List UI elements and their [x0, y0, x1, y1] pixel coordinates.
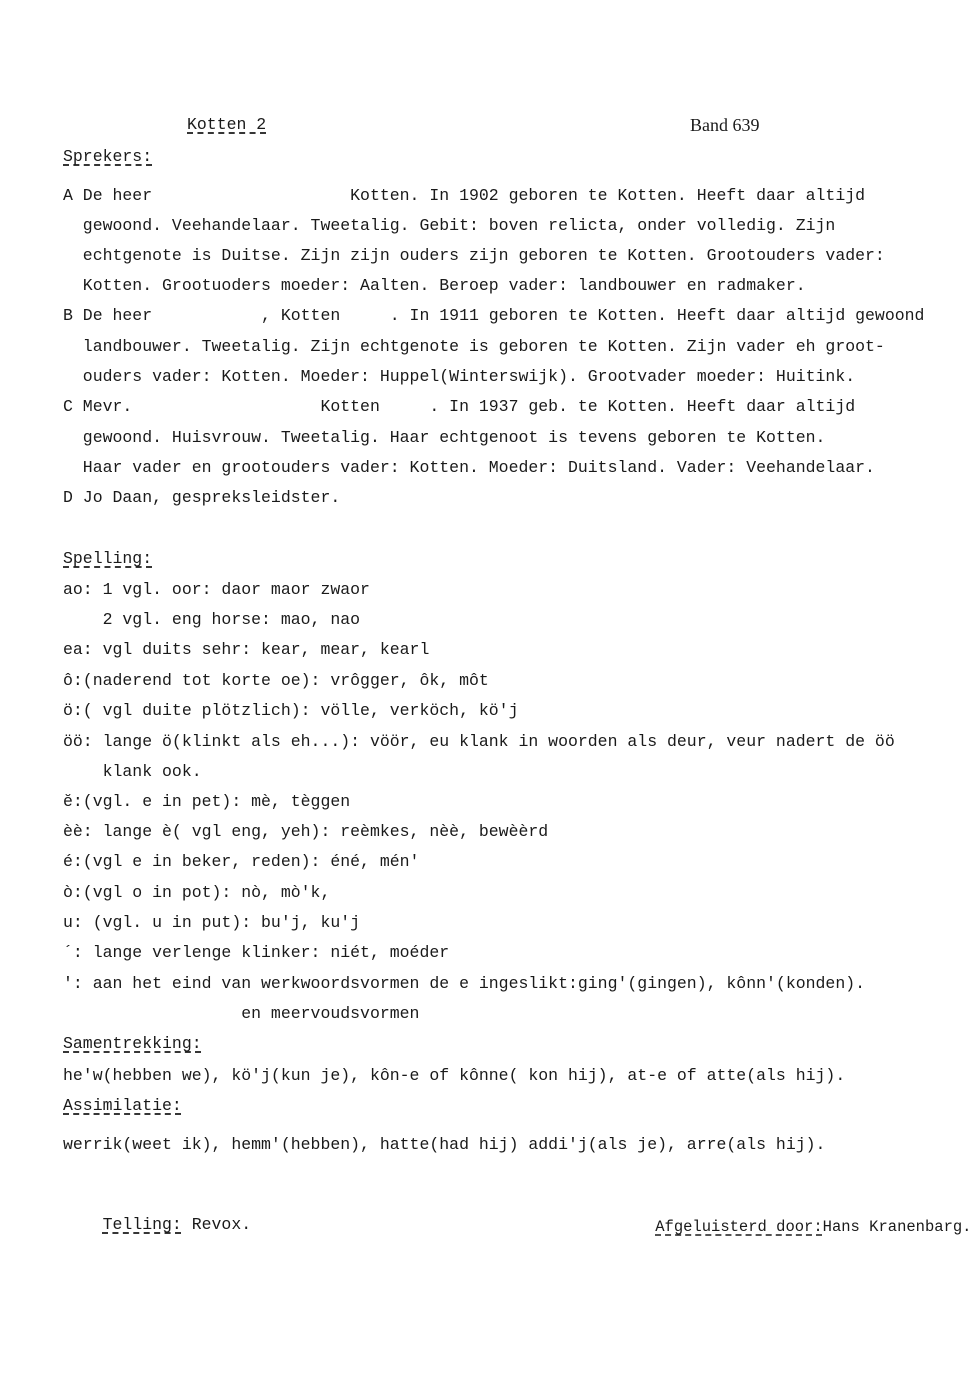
speaker-line: landbouwer. Tweetalig. Zijn echtgenote is geboren te Kotten. Zijn vader eh groot-	[63, 337, 885, 356]
speaker-line: echtgenote is Duitse. Zijn zijn ouders zijn geboren te Kotten. Grootouders vader:	[63, 246, 885, 265]
speaker-line: ouders vader: Kotten. Moeder: Huppel(Winterswijk). Grootvader moeder: Huitink.	[63, 367, 856, 386]
spelling-line: èè: lange è( vgl eng, yeh): reèmkes, nèè, bewèèrd	[63, 822, 549, 841]
spelling-line: en meervoudsvormen	[63, 1004, 420, 1023]
telling-value: Revox.	[181, 1215, 252, 1234]
samentrekking-heading: Samentrekking:	[63, 1034, 202, 1053]
document-title: Kotten 2	[187, 115, 267, 134]
afgeluisterd-line	[618, 1197, 971, 1257]
afgeluisterd-value: Hans Kranenbarg.	[822, 1218, 972, 1236]
speaker-line: A De heer Kotten. In 1902 geboren te Kotten. Heeft daar altijd	[63, 186, 866, 205]
spelling-line: ô:(naderend tot korte oe): vrôgger, ôk, môt	[63, 671, 489, 690]
spelling-line: klank ook.	[63, 762, 202, 781]
spelling-line: ´: lange verlenge klinker: niét, moéder	[63, 943, 450, 962]
spelling-line: ö:( vgl duite plötzlich): völle, verköch, kö'j	[63, 701, 519, 720]
band-number: Band 639	[690, 115, 760, 135]
spelling-line: ': aan het eind van werkwoordsvormen de e ingeslikt:ging'(gingen), kônn'(konden).	[63, 974, 866, 993]
assimilatie-heading: Assimilatie:	[63, 1096, 182, 1115]
spelling-heading: Spelling:	[63, 549, 153, 568]
speaker-line: Kotten. Grootuoders moeder: Aalten. Beroep vader: landbouwer en radmaker.	[63, 276, 806, 295]
speaker-line: B De heer , Kotten . In 1911 geboren te Kotten. Heeft daar altijd gewoond	[63, 306, 925, 325]
sprekers-heading: Sprekers:	[63, 147, 153, 166]
spelling-line: ea: vgl duits sehr: kear, mear, kearl	[63, 640, 430, 659]
telling-line	[63, 1195, 251, 1255]
assimilatie-text: werrik(weet ik), hemm'(hebben), hatte(had hij) addi'j(als je), arre(als hij).	[63, 1135, 826, 1154]
spelling-line: ò:(vgl o in pot): nò, mò'k,	[63, 883, 331, 902]
telling-label: Telling:	[102, 1215, 182, 1234]
afgeluisterd-label: Afgeluisterd door:	[655, 1218, 823, 1236]
speaker-line: gewoond. Veehandelaar. Tweetalig. Gebit: boven relicta, onder volledig. Zijn	[63, 216, 836, 235]
spelling-line: 2 vgl. eng horse: mao, nao	[63, 610, 361, 629]
spelling-line: ao: 1 vgl. oor: daor maor zwaor	[63, 580, 370, 599]
speaker-line: C Mevr. Kotten . In 1937 geb. te Kotten. Heeft daar altijd	[63, 397, 856, 416]
speaker-line: Haar vader en grootouders vader: Kotten. Moeder: Duitsland. Vader: Veehandelaar.	[63, 458, 875, 477]
spelling-line: é:(vgl e in beker, reden): éné, mén'	[63, 852, 420, 871]
samentrekking-text: he'w(hebben we), kö'j(kun je), kôn-e of kônne( kon hij), at-e of atte(als hij).	[63, 1066, 846, 1085]
spelling-line: u: (vgl. u in put): bu'j, ku'j	[63, 913, 361, 932]
spelling-line: ĕ:(vgl. e in pet): mè, tèggen	[63, 792, 351, 811]
spelling-line: öö: lange ö(klinkt als eh...): vöör, eu klank in woorden als deur, veur nadert de öö	[63, 732, 895, 751]
speaker-line: D Jo Daan, gespreksleidster.	[63, 488, 341, 507]
speaker-line: gewoond. Huisvrouw. Tweetalig. Haar echtgenoot is tevens geboren te Kotten.	[63, 428, 826, 447]
